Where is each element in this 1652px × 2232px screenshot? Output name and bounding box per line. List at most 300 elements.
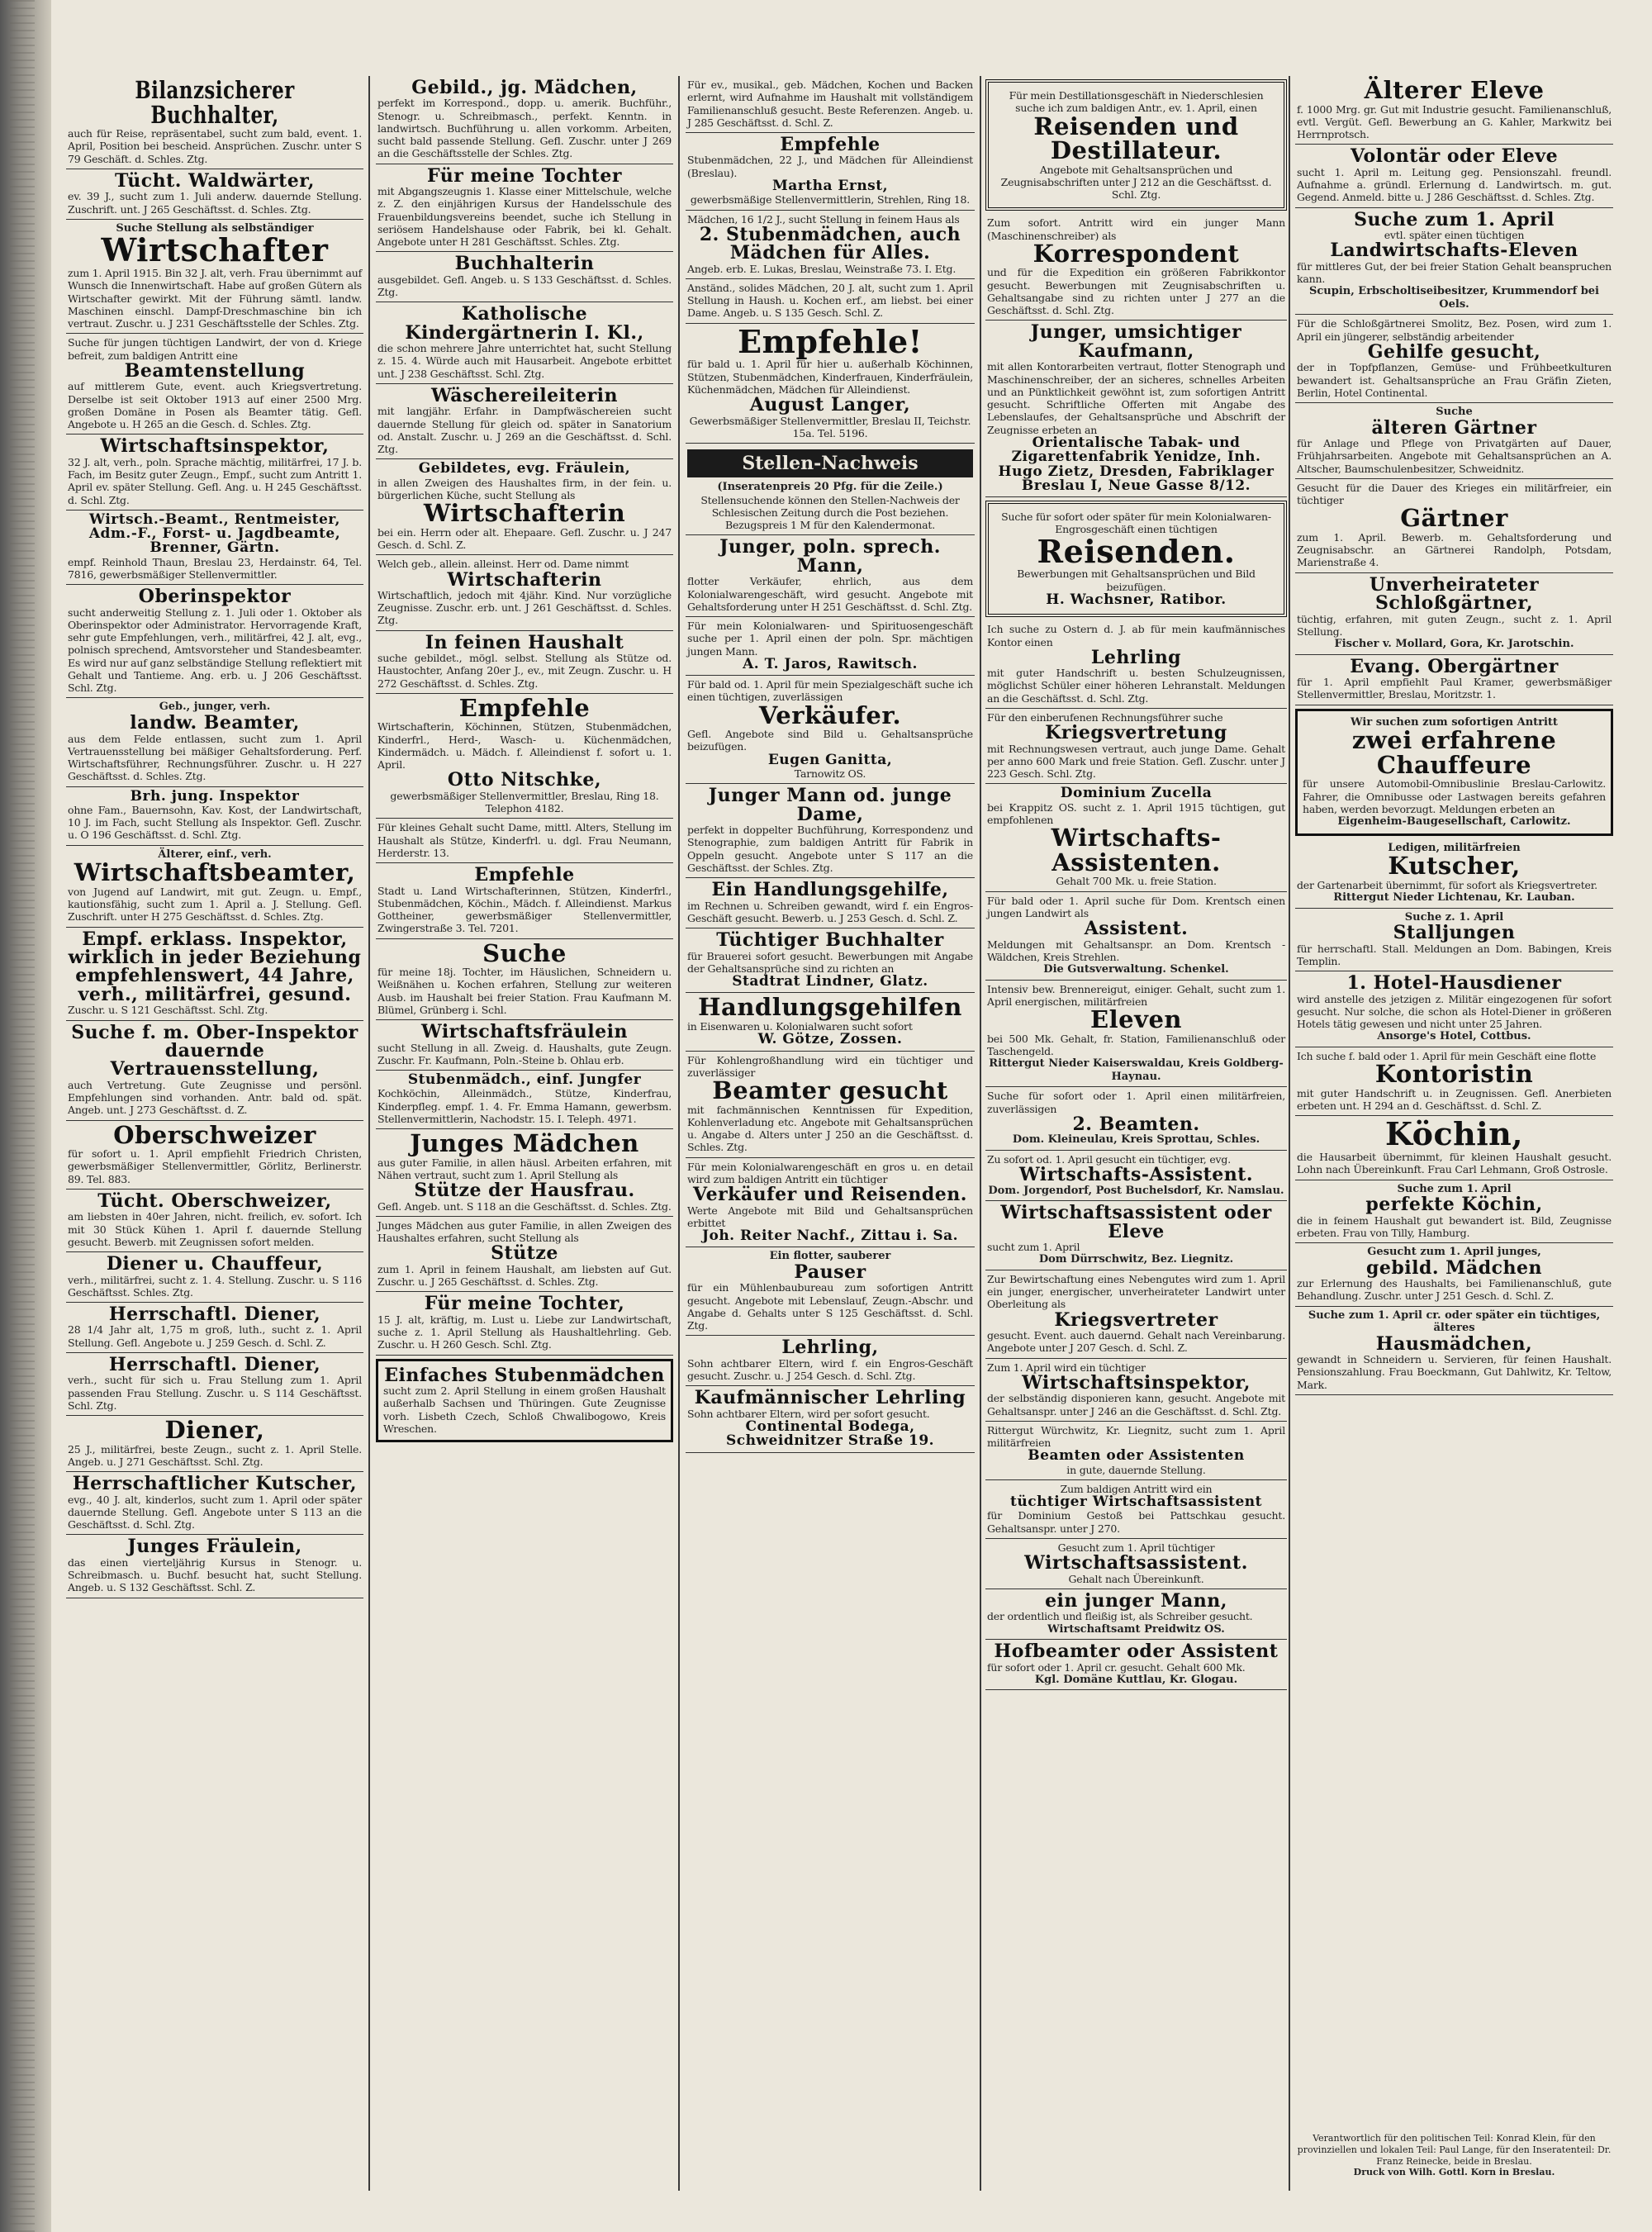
ad-advertiser: Continental Bodega, Schweidnitzer Straße 19. <box>725 1418 935 1450</box>
ad-headline: Stubenmädch., einf. Jungfer <box>407 1071 642 1089</box>
ad-chief-inspector <box>66 585 363 698</box>
ad-gottheiner <box>376 863 673 938</box>
ad-second-maid <box>686 211 975 279</box>
ad-text: die Hausarbeit übernimmt, für kleinen Haushalt gesucht. Lohn nach Übereinkunft. Frau Carl Lehmann, Groß Ostrosle. <box>1297 1151 1612 1176</box>
ad-headline: tüchtiger Wirtschaftsassistent <box>1010 1494 1262 1511</box>
ad-headline: 2. Stubenmädchen, auch Mädchen für Alles. <box>699 223 961 264</box>
ad-text: verh., militärfrei, sucht z. 1. 4. Stellung. Zuschr. u. S 116 Geschäftsst. Schles. Ztg. <box>68 1273 362 1299</box>
ad-intro: Zu sofort od. 1. April gesucht ein tüchtiger, evg. <box>987 1152 1231 1166</box>
ad-headline: Suche <box>482 938 567 967</box>
ad-text: zum 1. April. Bewerb. m. Gehaltsforderung und Zeugnisabschr. an Gärtnerei Randolph, Potsdam, Marienstraße 4. <box>1297 530 1612 569</box>
ad-text: perfekt in doppelter Buchführung, Korrespondenz und Stenographie, zum baldigen Antritt für Fabrik in Oppeln gesucht. Angebote unter S 117 an die Geschäftsst. der Schles. Ztg. <box>687 824 973 874</box>
ad-address: gewerbsmäßige Stellenvermittlerin, Strehlen, Ring 18. <box>690 193 971 207</box>
ad-intro: Mädchen, 16 1/2 J., sucht Stellung in feinem Haus als <box>687 212 960 226</box>
ad-text: zur Erlernung des Haushalts, bei Familienanschluß, gute Behandlung. Zuschr. unter J 251 Gesch. d. Schl. Z. <box>1297 1277 1612 1303</box>
section-heading: Stellen-Nachweis <box>687 449 973 477</box>
ad-text: sucht Stellung in all. Zweig. d. Haushalts, gute Zeugn. Zuschr. Fr. Kaufmann, Poln.-Steine b. Ohlau erb. <box>377 1041 672 1066</box>
ad-headline: Kriegsvertreter <box>1054 1308 1218 1331</box>
ad-young-girl-1 <box>376 1129 673 1217</box>
ad-assistant-1 <box>985 1151 1287 1201</box>
ad-text: auf mittlerem Gute, event. auch Kriegsvertretung. Derselbe ist seit Oktober 1913 auf einer 2500 Mrg. großen Domäne in Posen als Beamter tätig. Gefl. Angebote u. H 265 an die Gesch. d. Schles. Ztg. <box>68 380 362 431</box>
ad-assistant-3 <box>985 1539 1287 1589</box>
ad-text: Stubenmädchen, 22 J., und Mädchen für Alleindienst (Breslau). <box>687 154 973 179</box>
ad-intro: Suche zum 1. April <box>1397 1182 1512 1195</box>
ad-text: der ordentlich und fleißig ist, als Schreiber gesucht. <box>987 1610 1253 1623</box>
ad-advertiser: Dom. Kleineulau, Kreis Sprottau, Schles. <box>1012 1133 1260 1147</box>
ad-address: gewerbsmäßiger Stellenvermittler, Breslau, Ring 18. Telephon 4182. <box>390 789 659 815</box>
ad-intro: Rittergut Würchwitz, Kr. Liegnitz, sucht zum 1. April militärfreien <box>987 1423 1285 1450</box>
ad-intro: Für mein Destillationsgeschäft in Niederschlesien suche ich zum baldigen Antr., ev. 1. April, einen <box>1009 89 1264 115</box>
ad-advertiser: Dom Dürrschwitz, Bez. Liegnitz. <box>1038 1253 1234 1266</box>
ad-text: aus dem Felde entlassen, sucht zum 1. April Vertrauensstellung bei mäßiger Gehaltsforderung. Perf. Wirtschaftsführer, Rechnungsführer. Zuschr. u. H 227 Geschäftsst. d. Schles. Ztg. <box>68 732 362 783</box>
ad-kindergarten <box>376 302 673 384</box>
ad-shop-assistant <box>686 878 975 928</box>
ad-advertiser: A. T. Jaros, Rawitsch. <box>743 655 918 672</box>
ad-text: 25 J., militärfrei, beste Zeugn., sucht z. 1. April Stelle. Angeb. u. J 271 Geschäftsst. Schl. Ztg. <box>68 1442 362 1468</box>
ad-text: f. 1000 Mrg. gr. Gut mit Industrie gesucht. Familienanschluß, evtl. Vergüt. Gefl. Bewerbung an G. Kahler, Markwitz bei Herrnprotsch. <box>1297 102 1612 141</box>
ad-headline: Assistent. <box>1084 918 1189 940</box>
ad-intro: Gesucht zum 1. April tüchtiger <box>1057 1541 1215 1554</box>
ad-advertiser: Orientalische Tabak- und Zigarettenfabrik Yenidze, Inh. Hugo Zietz, Dresden, Fabriklager Breslau I, Neue Gasse 8/12. <box>998 434 1275 494</box>
ad-headline: Gebildetes, evg. Fräulein, <box>418 460 631 477</box>
ad-address: Tarnowitz OS. <box>794 767 866 781</box>
ad-agency <box>66 511 363 585</box>
ad-intro: Suche für sofort oder 1. April einen militärfreien, zuverlässigen <box>987 1090 1285 1115</box>
ad-headline-2: Stütze der Hausfrau. <box>414 1180 635 1202</box>
ad-eleven-1 <box>985 981 1287 1088</box>
section-price-note: (Inseratenpreis 20 Pfg. für die Zeile.) <box>717 481 943 494</box>
ad-text: flotter Verkäufer, ehrlich, aus dem Kolonialwarengeschäft, wird gesucht. Angebote mit Gehaltsforderung unter H 251 Geschäftsst. d. Schl. Ztg. <box>687 575 973 613</box>
ad-headline: Empfehle <box>780 134 881 155</box>
ad-headline: Tüchtiger Buchhalter <box>716 929 944 952</box>
ad-housekeeper-1 <box>376 459 673 555</box>
ad-garden-helper <box>1295 315 1613 403</box>
ad-headline: perfekte Köchin, <box>1365 1194 1543 1216</box>
ad-text: für 1. April empfiehlt Paul Kramer, gewerbsmäßiger Stellenvermittler, Breslau, Moritzstr. 1. <box>1297 676 1612 701</box>
ad-text: im Rechnen u. Schreiben gewandt, wird f. ein Engros-Geschäft gesucht. Bewerb. u. J 253 Gesch. d. Schl. Z. <box>687 899 973 924</box>
ad-headline: Diener, <box>164 1416 265 1445</box>
ad-goetze <box>686 993 975 1051</box>
ad-text: ausgebildet. Gefl. Angeb. u. S 133 Geschäftsst. d. Schles. Ztg. <box>377 273 672 299</box>
ad-text-2: Gefl. Angeb. unt. S 118 an die Geschäftsst. d. Schles. Ztg. <box>377 1199 672 1213</box>
ad-intro: Für den einberufenen Rechnungsführer suche <box>987 710 1223 724</box>
column-5 <box>1295 76 1613 2054</box>
ad-text: Sohn achtbarer Eltern, wird per sofort gesucht. <box>687 1407 930 1420</box>
ad-headline: Suche zum 1. April <box>1354 208 1555 230</box>
ad-headline: Wäschereileiterin <box>430 384 619 406</box>
ad-advertiser: Otto Nitschke, <box>447 769 602 791</box>
ad-servant-3 <box>66 1416 363 1472</box>
ad-text: für sofort u. 1. April empfiehlt Friedrich Christen, gewerbsmäßiger Stellenvermittler, Görlitz, Berlinerstr. 89. Tel. 883. <box>68 1147 362 1185</box>
ad-text: Für ev., musikal., geb. Mädchen, Kochen und Backen erlernt, wird Aufnahme im Haushalt mit vollständigem Familienanschluß gesucht. Beste Referenzen. Angeb. u. J 285 Geschäftsst. d. Schl. Z. <box>687 78 973 129</box>
ad-castle-gardener <box>1295 573 1613 655</box>
ad-advertiser: August Langer, <box>749 394 911 416</box>
ad-young-man <box>985 1589 1287 1640</box>
ad-headline: Empfehle <box>458 693 591 722</box>
ad-text: mit guter Handschrift u. besten Schulzeugnissen, möglichst Schüler einer höheren Lehranstalt. Meldungen an die Geschäftsst. d. Schl. Ztg. <box>987 667 1285 705</box>
ad-headline: Ein Handlungsgehilfe, <box>711 879 949 901</box>
ad-apprentice-2 <box>686 1386 975 1452</box>
ad-headline: Gärtner <box>1400 504 1508 533</box>
ad-headline: Reisenden und Destillateur. <box>1033 112 1239 165</box>
ad-text: mit Rechnungswesen vertraut, auch junge Dame. Gehalt per anno 600 Mark und freie Station. Gefl. Zuschr. unter J 223 Gesch. Schl. Ztg. <box>987 742 1285 781</box>
ad-text: bei 500 Mk. Gehalt, fr. Station, Familienanschluß oder Taschengeld. <box>987 1032 1285 1057</box>
ad-headline: Pauser <box>794 1261 866 1283</box>
ad-text: Kochköchin, Alleinmädch., Stütze, Kinderfrau, Kinderpfleg. empf. 1. 4. Fr. Emma Hamann, gewerbsm. Stellenvermittlerin, Nachodstr. 15. I. Teleph. 4971. <box>377 1087 672 1125</box>
ad-stable-boys <box>1295 909 1613 972</box>
ad-intro: Für bald od. 1. April für mein Spezialgeschäft suche ich einen tüchtigen, zuverlässigen <box>687 678 973 704</box>
section-job-board <box>686 444 975 535</box>
ad-chauffeurs <box>1295 709 1613 836</box>
ad-intro: Suche für jungen tüchtigen Landwirt, der von d. Kriege befreit, zum baldigen Antritt eine <box>68 336 362 362</box>
ad-fine-household <box>376 631 673 694</box>
ad-reiter <box>686 1158 975 1248</box>
ad-intro: Gesucht für die Dauer des Krieges ein militärfreier, ein tüchtiger <box>1297 481 1612 507</box>
ad-distillery <box>985 79 1287 211</box>
ad-headline: landw. Beamter, <box>130 712 300 734</box>
ad-young-man-lady <box>686 784 975 878</box>
ad-inspector <box>66 435 363 510</box>
ad-intro: Zum baldigen Antritt wird ein <box>1060 1482 1213 1495</box>
ad-text: Gefl. Angebote sind Bild u. Gehaltsansprüche beizufügen. <box>687 728 973 753</box>
ad-war-replacement-2 <box>985 1270 1287 1359</box>
ad-headline: zwei erfahrene Chauffeure <box>1351 726 1557 779</box>
ad-text: Wirtschaftlich, jedoch mit 4jähr. Kind. Nur vorzügliche Zeugnisse. Zuschr. erb. unt. J 261 Geschäftsst. d. Schles. Ztg. <box>377 588 672 627</box>
ad-wuerchwitz <box>985 1422 1287 1480</box>
ad-daughter-1 <box>376 164 673 253</box>
ad-text: auch für Reise, repräsentabel, sucht zum bald, event. 1. April, Position bei bescheid. Ansprüchen. Zuschr. unter S 79 Geschäft. d. Schles. Ztg. <box>68 127 362 165</box>
ad-langer <box>686 324 975 444</box>
ad-housekeeper-2 <box>376 555 673 630</box>
ad-text: Bewerbungen mit Gehaltsansprüchen und Bild beizufügen. <box>1017 567 1256 593</box>
ad-correspondent <box>985 214 1287 321</box>
ad-advertiser: Die Gutsverwaltung. Schenkel. <box>1043 963 1229 976</box>
ad-advertiser: Rittergut Nieder Lichtenau, Kr. Lauban. <box>1333 891 1575 905</box>
ad-intro: Geb., junger, verh. <box>159 700 271 714</box>
ad-advertiser: Dominium Zucella <box>1060 785 1213 802</box>
ad-headline: Buchhalterin <box>454 253 595 275</box>
ad-headline: Herrschaftlicher Kutscher, <box>72 1473 358 1495</box>
ad-headline: Für meine Tochter <box>427 164 622 187</box>
ad-text: mit langjähr. Erfahr. in Dampfwäschereien sucht dauernde Stellung für gleich od. später in Sanatorium od. Anstalt. Zuschr. u. J 269 an die Geschäftsst. d. Schl. Ztg. <box>377 405 672 456</box>
ad-headline: Lehrling, <box>781 1337 879 1359</box>
ad-intro: Für bald oder 1. April suche für Dom. Krentsch einen jungen Landwirt als <box>987 894 1285 919</box>
ad-headline: Eleven <box>1090 1005 1182 1034</box>
ad-headline: Junges Fräulein, <box>127 1536 302 1558</box>
ad-text: zum 1. April in feinem Haushalt, am liebsten auf Gut. Zuschr. u. J 265 Geschäftsst. d. Schles. Ztg. <box>377 1262 672 1289</box>
ad-headline: Empfehle! <box>738 322 923 360</box>
ad-text: für herrschaftl. Stall. Meldungen an Dom. Babingen, Kreis Templin. <box>1297 942 1612 967</box>
ad-housemaid <box>1295 1307 1613 1395</box>
ad-coachman-2 <box>1295 839 1613 909</box>
ad-headline: Wirtschaftsinspektor, <box>100 435 330 458</box>
ad-text: Angeb. erb. E. Lukas, Breslau, Weinstraße 73. I. Etg. <box>687 262 957 275</box>
ad-assistant-2 <box>985 1201 1287 1270</box>
column-rule <box>368 76 370 2191</box>
ad-headline: Beamtenstellung <box>124 359 306 382</box>
ad-text: sucht 1. April m. Leitung geg. Pensionszahl. freundl. Aufnahme a. gründl. Erlernung d. Landwirtsch. m. gut. Gegend. Anmeld. bitte u. J 286 Geschäftsst. d. Schles. Ztg. <box>1297 165 1612 204</box>
ad-text: Sohn achtbarer Eltern, wird f. ein Engros-Geschäft gesucht. Zuschr. u. J 254 Gesch. d. Schl. Ztg. <box>687 1356 973 1383</box>
ad-chambermaid <box>376 1359 673 1442</box>
ad-intro: Für mein Kolonialwarengeschäft en gros u. en detail wird zum baldigen Antritt ein tüchtiger <box>687 1160 973 1185</box>
ad-nitschke <box>376 694 673 819</box>
ad-zucella <box>985 784 1287 891</box>
ad-advertiser: Joh. Reiter Nachf., Zittau i. Sa. <box>701 1228 959 1245</box>
ad-musical-girl <box>686 76 975 133</box>
ad-headline: Köchin, <box>1384 1115 1524 1153</box>
ad-text: für ein Mühlenbaubureau zum sofortigen Antritt gesucht. Angebote mit Lebenslauf, Zeugn.-Abschr. und Angabe d. Gehalts unter S 125 Geschäftsst. d. Schl. Ztg. <box>687 1281 973 1332</box>
ad-headline: Wirtschafts-Assistenten. <box>1051 824 1222 876</box>
ad-bookkeeper-f <box>376 252 673 302</box>
ad-daughter-3 <box>376 1292 673 1355</box>
ad-decent-girl <box>686 279 975 324</box>
ad-text: für meine 18j. Tochter, im Häuslichen, Schneidern u. Weißnähen u. Kochen erfahren, Stellung zur weiteren Ausb. im Haushalt bei freier Station. Frau Kaufmann M. Blümel, Grünberg i. Schl. <box>377 966 672 1016</box>
ad-text: in Eisenwaren u. Kolonialwaren sucht sofort <box>687 1019 913 1033</box>
ad-text: gewandt in Schneidern u. Servieren, für feinen Haushalt. Pensionszahlung. Frau Boeckmann, Gut Dahlwitz, Kr. Teltow, Mark. <box>1297 1353 1612 1391</box>
ad-gardener <box>1295 479 1613 573</box>
ad-intro: Für Kohlengroßhandlung wird ein tüchtiger und zuverlässiger <box>687 1053 973 1079</box>
ad-headline: Unverheirateter Schloßgärtner, <box>1369 573 1540 615</box>
ad-text: Werte Angebote mit Bild und Gehaltsansprüchen erbittet <box>687 1204 973 1229</box>
ad-jaros <box>686 617 975 676</box>
ad-servant-1 <box>66 1303 363 1353</box>
ad-headline: Junger Mann od. junge Dame, <box>708 785 952 825</box>
ad-war-replacement <box>985 709 1287 784</box>
ad-intro: Intensiv bew. Brennereigut, einiger. Gehalt, sucht zum 1. April energischen, militärfreien <box>987 982 1285 1008</box>
ad-advertiser: Eigenheim-Baugesellschaft, Carlowitz. <box>1337 815 1571 829</box>
ad-farm-clerk <box>66 846 363 928</box>
ad-intro: Für die Schloßgärtnerei Smolitz, Bez. Posen, wird zum 1. April ein jüngerer, selbständig arbeitender <box>1297 317 1612 343</box>
ad-hotel-servant <box>1295 971 1613 1047</box>
ad-bookkeeper <box>66 76 363 169</box>
ad-headline: Oberschweizer <box>113 1120 316 1149</box>
ad-headline: Für meine Tochter, <box>424 1293 625 1315</box>
ad-text: zum 1. April 1915. Bin 32 J. alt, verh. Frau übernimmt auf Wunsch die Innenwirtschaft. Habe auf großen Gütern als Wirtschafter gewirkt. Mit der Führung sämtl. landw. Maschinen einschl. Dampf-Dreschmaschine bin ich vertraut. Zuschr. u. J 231 Geschäftsstelle der Schles. Ztg. <box>68 267 362 330</box>
ad-text: in gute, dauernde Stellung. <box>1066 1463 1206 1476</box>
ad-text: Zuschr. u. S 121 Geschäftsst. Schl. Ztg. <box>68 1004 268 1017</box>
ad-headline: Wirtsch.-Beamt., Rentmeister, Adm.-F., Forst- u. Jagdbeamte, Brenner, Gärtn. <box>88 511 341 557</box>
ad-headline: Kriegsvertretung <box>1045 722 1227 744</box>
ad-headline: Verkäufer. <box>758 700 902 729</box>
ad-young-lady <box>66 1535 363 1598</box>
ad-text: 28 1/4 Jahr alt, 1,75 m groß, luth., sucht z. 1. April Stellung. Gefl. Angebote u. J 259 Gesch. d. Schl. Z. <box>68 1323 362 1349</box>
ad-text: 32 J. alt, verh., poln. Sprache mächtig, militärfrei, 17 J. b. Fach, im Besitz guter Zeugn., Empf., sucht zum Antritt 1. April ev. später Stellung. Gefl. Ang. u. H 245 Geschäftsst. d. Schl. Ztg. <box>68 455 362 506</box>
ad-young-inspector <box>66 787 363 846</box>
ad-text: von Jugend auf Landwirt, mit gut. Zeugn. u. Empf., kautionsfähig, sucht zum 1. April a. J. Stellung. Gefl. Zuschrift. unter H 275 Geschäftsst. d. Schles. Ztg. <box>68 885 362 924</box>
column-rule <box>678 76 680 2191</box>
ad-ernst <box>686 133 975 211</box>
ad-coal-trade <box>686 1052 975 1158</box>
ad-advertiser: Martha Ernst, <box>771 177 889 194</box>
ad-headline: Junger, poln. sprech. Mann, <box>719 536 941 577</box>
ad-text: Angebote mit Gehaltsansprüchen und Zeugnisabschriften unter J 212 an die Geschäftsst. d. Schl. Ztg. <box>1000 163 1272 202</box>
ad-text: verh., sucht für sich u. Frau Stellung zum 1. April passenden Frau Stellung. Zuschr. u. S 114 Geschäftsst. Schl. Ztg. <box>68 1374 362 1412</box>
ad-scupin <box>1295 208 1613 316</box>
ad-headline: Oberinspektor <box>138 586 292 608</box>
ad-volunteer <box>1295 145 1613 207</box>
ad-servant-chauffeur <box>66 1252 363 1303</box>
ad-headline: Lehrling <box>1090 646 1182 668</box>
ad-headline: 1. Hotel-Hausdiener <box>1346 972 1562 995</box>
ad-intro: Suche für sofort oder später für mein Kolonialwaren-Engrosgeschäft einen tüchtigen <box>1001 511 1271 536</box>
ad-address: Gewerbsmäßiger Stellenvermittler, Breslau II, Teichstr. 15a. Tel. 5196. <box>689 414 971 439</box>
page-gutter <box>0 0 51 2232</box>
ad-intro: Ich suche zu Ostern d. J. ab für mein kaufmännisches Kontor einen <box>987 623 1285 648</box>
ad-small-salary <box>376 819 673 863</box>
ad-text: für sofort oder 1. April cr. gesucht. Gehalt 600 Mk. <box>987 1660 1246 1674</box>
imprint-printer: Druck von Wilh. Gottl. Korn in Breslau. <box>1353 2167 1555 2178</box>
ad-yard-official <box>985 1640 1287 1690</box>
ad-headline: Wirtschaftsassistent. <box>1024 1552 1248 1574</box>
ad-intro: Suche <box>1436 406 1473 419</box>
ad-text: aus guter Familie, in allen häusl. Arbeiten erfahren, mit Nähen vertraut, sucht zum 1. April Stellung als <box>377 1156 672 1182</box>
ad-text: 15 J. alt, kräftig, m. Lust u. Liebe zur Landwirtschaft, suche z. 1. April Stellung als Haushaltlehrling. Geb. Zuschr. u. H 260 Gesch. Schl. Ztg. <box>377 1313 672 1351</box>
ad-second-official <box>985 1087 1287 1151</box>
ad-housekeeping-miss <box>376 1020 673 1071</box>
ad-intro: Suche zum 1. April cr. oder später ein tüchtiges, älteres <box>1308 1308 1601 1335</box>
ad-wachsner <box>985 501 1287 617</box>
ad-farm-inspector <box>985 1359 1287 1422</box>
ad-text: mit Abgangszeugnis 1. Klasse einer Mittelschule, welche z. Z. den einjährigen Kursus der Handelsschule des Frauenbildungsvereins beendet, suche ich Stellung in seriösem Handelshause oder Fabrik, bei kl. Gehalt. Angebote unter H 281 Geschäftsst. Schles. Ztg. <box>377 185 672 249</box>
ad-headline: Herrschaftl. Diener, <box>108 1304 321 1326</box>
ad-headline: Suche f. m. Ober-Inspektor dauernde Vertrauensstellung, <box>71 1021 358 1080</box>
ad-trust-position <box>66 1021 363 1121</box>
imprint <box>1295 2133 1613 2178</box>
ad-headline: Handlungsgehilfen <box>698 993 962 1022</box>
ad-headline: Verkäufer und Reisenden. <box>693 1184 967 1206</box>
ad-hamann <box>376 1071 673 1129</box>
column-2 <box>376 76 673 2191</box>
ad-text: für Brauerei sofort gesucht. Bewerbungen mit Angabe der Gehaltsansprüche sind zu richten an <box>687 949 973 975</box>
ad-text: der in Topfpflanzen, Gemüse- und Frühbeetkulturen bewandert ist. Gehaltsansprüche an Frau Gräfin Zieten, Berlin, Hotel Continental. <box>1297 361 1612 399</box>
ad-text: Meldungen mit Gehaltsanspr. an Dom. Krentsch - Wäldchen, Kreis Strehlen. <box>987 938 1285 963</box>
ad-apprentice-1 <box>686 1336 975 1386</box>
ad-advertiser: Ansorge's Hotel, Cottbus. <box>1377 1030 1531 1043</box>
ad-headline: Beamten oder Assistenten <box>1028 1447 1245 1465</box>
ad-cook-2 <box>1295 1180 1613 1244</box>
ad-text: die in feinem Haushalt gut bewandert ist. Bild, Zeugnisse erbeten. Frau von Tilly, Hamburg. <box>1297 1213 1612 1239</box>
ad-text: sucht zum 2. April Stellung in einem großen Haushalt außerhalb Sachsen und Thüringen. Gute Zeugnisse vorh. Lisbeth Czech, Schloß Chwalibogowo, Kreis Wreschen. <box>383 1384 666 1435</box>
ad-headline: Wirtschafterin <box>447 568 602 591</box>
ad-servant-2 <box>66 1353 363 1416</box>
ad-advertiser: H. Wachsner, Ratibor. <box>1046 591 1227 608</box>
ad-text: am liebsten in 40er Jahren, nicht. freilich, ev. sofort. Ich mit 30 Stück Kühen 1. April f. dauernde Stellung gesucht. Bewerb. mit Zeugnissen sofort melden. <box>68 1210 362 1248</box>
ad-intro: Zur Bewirtschaftung eines Nebengutes wird zum 1. April ein junger, energischer, unverheirateter Landwirt unter Oberleitung als <box>987 1272 1285 1311</box>
ad-text: sucht anderweitig Stellung z. 1. Juli oder 1. Oktober als Oberinspektor oder Administrator. Hervorragende Kraft, sehr gute Empfehlungen, verh., militärfrei, 42 J. alt, evg., polnisch sprechend, Amtsvorsteher und Standesbeamter. Es wird nur auf ganz selbständige Stellung reflektiert mit Gehalt und Tantieme. Ang. erb. u. J 206 Geschäftsst. Schl. Ztg. <box>68 605 362 695</box>
ad-text: Anständ., solides Mädchen, 20 J. alt, sucht zum 1. April Stellung in Haush. u. Kochen erf., am liebst. bei einer Dame. Angeb. u. S 135 Gesch. Schl. Z. <box>687 281 973 320</box>
ad-headline: Volontär oder Eleve <box>1350 145 1559 168</box>
ad-headline: Tücht. Waldwärter, <box>115 169 315 192</box>
ad-headline: Kontoristin <box>1374 1060 1534 1089</box>
ad-intro: Suche z. 1. April <box>1404 910 1504 924</box>
ad-text: Für mein Kolonialwaren- und Spirituosengeschäft suche per 1. April einen der poln. Spr. mächtigen jungen Mann. <box>687 620 973 658</box>
ad-text: mit allen Kontorarbeiten vertraut, flotter Stenograph und Maschinenschreiber, der an sicheres, schnelles Arbeiten und an Pünktlichkeit gewöhnt ist, zum sofortigen Antritt gesucht. Schriftliche Offerten mit Angabe des Lebenslaufes, der Gehaltsansprüche und Abschrift der Zeugnisse erbeten an <box>987 360 1285 436</box>
ad-headline: Wirtschaftsinspektor, <box>1022 1371 1251 1394</box>
ad-tracer <box>686 1247 975 1336</box>
ad-text: wird anstelle des jetzigen z. Militär eingezogenen für sofort gesucht. Nur solche, die schon als Hotel-Diener in größeren Hotels tätig gewesen und nicht unter 25 Jahren. <box>1297 992 1612 1031</box>
ad-text: das einen vierteljährig Kursus in Stenogr. u. Schreibmasch. u. Buchf. besucht hat, sucht Stellung. Angeb. u. S 132 Geschäftsst. Schl. Z. <box>68 1555 362 1594</box>
column-1 <box>66 76 363 2191</box>
ad-intro: Zum sofort. Antritt wird ein junger Mann (Maschinenschreiber) als <box>987 216 1285 242</box>
ad-dairyman <box>66 1190 363 1252</box>
ad-text: in allen Zweigen des Haushaltes firm, in der fein. u. bürgerlichen Küche, sucht Stellung als <box>377 476 672 501</box>
ad-polish-speaker <box>686 535 975 617</box>
column-3 <box>686 76 975 2191</box>
ad-cook-1 <box>1295 1116 1613 1180</box>
ad-text: gesucht. Event. auch dauernd. Gehalt nach Vereinbarung. Angebote unter J 207 Gesch. d. Schl. Z. <box>987 1329 1285 1355</box>
ad-advertiser: W. Götze, Zossen. <box>757 1031 903 1048</box>
ad-intro: evtl. später einen tüchtigen <box>1384 228 1525 241</box>
ad-text: evg., 40 J. alt, kinderlos, sucht zum 1. April oder später dauernde Stellung. Gefl. Angebote unter S 113 an die Geschäftsst. d. Schl. Ztg. <box>68 1493 362 1532</box>
ad-text: und für die Expedition ein größeren Fabrikkontor gesucht. Bewerbungen mit Zeugnisabschriften u. Gehaltsangabe sind zu richten unter J 277 an die Geschäftsst. d. Schl. Ztg. <box>987 266 1285 317</box>
ad-text: ev. 39 J., sucht zum 1. Juli anderw. dauernde Stellung. Zuschrift. unt. J 265 Geschäftsst. d. Schles. Ztg. <box>68 190 362 216</box>
ad-headline: Gebild., jg. Mädchen, <box>411 77 638 98</box>
ad-headline-2: Landwirtschafts-Eleven <box>1330 240 1578 262</box>
ad-text: tüchtig, erfahren, mit guten Zeugn., sucht z. 1. April Stellung. <box>1297 612 1612 638</box>
ad-official-position <box>66 334 363 435</box>
ad-text: der selbständig disponieren kann, gesucht. Angebote mit Gehaltsanspr. unter J 246 an die Geschäftsst. d. Schl. Ztg. <box>987 1392 1285 1418</box>
ad-text-2: bei ein. Herrn oder alt. Ehepaare. Gefl. Zuschr. u. J 247 Gesch. d. Schl. Z. <box>377 525 672 552</box>
ad-text: für mittleres Gut, der bei freier Station Gehalt beanspruchen kann. <box>1297 259 1612 285</box>
ad-text: für bald u. 1. April für hier u. außerhalb Köchinnen, Stützen, Stubenmädchen, Kinderfrauen, Kinderfräulein, Küchenmädchen, Mädchen für Alleindienst. <box>687 358 973 396</box>
ad-headline: Diener u. Chauffeur, <box>106 1253 324 1275</box>
ad-headline: Evang. Obergärtner <box>1350 655 1559 677</box>
ad-educated-girl-2 <box>1295 1243 1613 1307</box>
ad-headline-2: Wirtschafterin <box>423 499 626 528</box>
ad-headline: Bilanzsicherer Buchhalter, <box>135 76 295 129</box>
ad-headline: Einfaches Stubenmädchen <box>384 1364 665 1386</box>
ad-intro: bei Krappitz OS. sucht z. 1. April 1915 tüchtigen, gut empfohlenen <box>987 800 1285 826</box>
ad-advertiser: Stadtrat Lindner, Glatz. <box>732 973 928 990</box>
ad-advertiser: Eugen Ganitta, <box>767 751 893 768</box>
section-note: Stellensuchende können den Stellen-Nachweis der Schlesischen Zeitung durch die Post beziehen. Bezugspreis 1 M für den Kalendermonat. <box>700 493 960 532</box>
ad-educated-girl <box>376 76 673 164</box>
ad-headline: Korrespondent <box>1032 239 1240 268</box>
ad-advertiser: Wirtschaftsamt Preidwitz OS. <box>1047 1622 1225 1636</box>
ad-daughter-2 <box>376 939 673 1021</box>
ad-advertiser: Kgl. Domäne Kuttlau, Kr. Glogau. <box>1034 1673 1238 1686</box>
ad-headline: Junger, umsichtiger Kaufmann, <box>1030 321 1242 362</box>
ad-headline: Herrschaftl. Diener, <box>108 1353 321 1375</box>
ad-older-eleve <box>1295 76 1613 145</box>
ad-headline: Älterer Eleve <box>1364 76 1545 104</box>
ad-headline: Hausmädchen, <box>1375 1332 1533 1355</box>
ad-headline: 2. Beamten. <box>1072 1113 1200 1135</box>
column-4 <box>985 76 1287 2191</box>
ad-text: für unsere Automobil-Omnibuslinie Breslau-Carlowitz. Fahrer, die Omnibusse oder Lastwagen bereits gefahren haben, werden bevorzugt. Meldungen erbeten an <box>1303 777 1606 815</box>
ad-text: für Anlage und Pflege von Privatgärten auf Dauer, Frühjahrsarbeiten. Angebote mit Gehaltsansprüchen an A. Altscher, Baumschulenbesitzer, Schweidnitz. <box>1297 437 1612 475</box>
ad-text: perfekt im Korrespond., dopp. u. amerik. Buchführ., Stenogr. u. Schreibmasch., perfekt. Kenntn. in landwirtsch. Buchführung u. allen vorkomm. Arbeiten, sucht bald passende Stellung. Gefl. Zuschr. unter J 269 an die Geschäftsstelle der Schles. Ztg. <box>377 97 672 160</box>
ad-headline: Tücht. Oberschweizer, <box>97 1190 332 1212</box>
ad-headline: Empfehle <box>474 864 575 886</box>
ad-headline: Kutscher, <box>1388 852 1521 881</box>
ad-headline: Kaufmännischer Lehrling <box>694 1387 966 1409</box>
ad-headline: Brh. jung. Inspektor <box>130 787 300 805</box>
ad-headline: gebild. Mädchen <box>1365 1256 1543 1279</box>
ad-intro: Junges Mädchen aus guter Familie, in allen Zweigen des Haushaltes erfahren, sucht Stellung als <box>377 1218 672 1245</box>
ad-text: Stadt u. Land Wirtschafterinnen, Stützen, Kinderfrl., Stubenmädchen, Köchin., Mädch. f. Alleindienst. Markus Gottheiner, gewerbsmäßiger Stellenvermittler, Zwingerstraße 3. Tel. 7201. <box>377 884 672 935</box>
ad-text: Wirtschafterin, Köchinnen, Stützen, Stubenmädchen, Kinderfrl., Herd-, Wasch- u. Küchenmädchen, Kindermädch. u. Mädch. f. Alleindienst f. sofort u. 1. April. <box>377 720 672 772</box>
ad-text: ohne Fam., Bauernsohn, Kav. Kost, der Landwirtschaft, 10 J. im Fach, sucht Stellung als Inspektor. Gefl. Zuschr. u. O 196 Geschäftsst. d. Schl. Ztg. <box>68 803 362 842</box>
ad-gestoss <box>985 1480 1287 1539</box>
column-rule <box>980 76 981 2191</box>
classified-page <box>66 76 1627 2191</box>
ad-manager <box>66 220 363 335</box>
ad-young-girl-2 <box>376 1217 673 1292</box>
ad-lehrling <box>985 620 1287 709</box>
ad-headline: Junges Mädchen <box>410 1129 639 1158</box>
ad-text: sucht zum 1. April <box>987 1241 1080 1254</box>
